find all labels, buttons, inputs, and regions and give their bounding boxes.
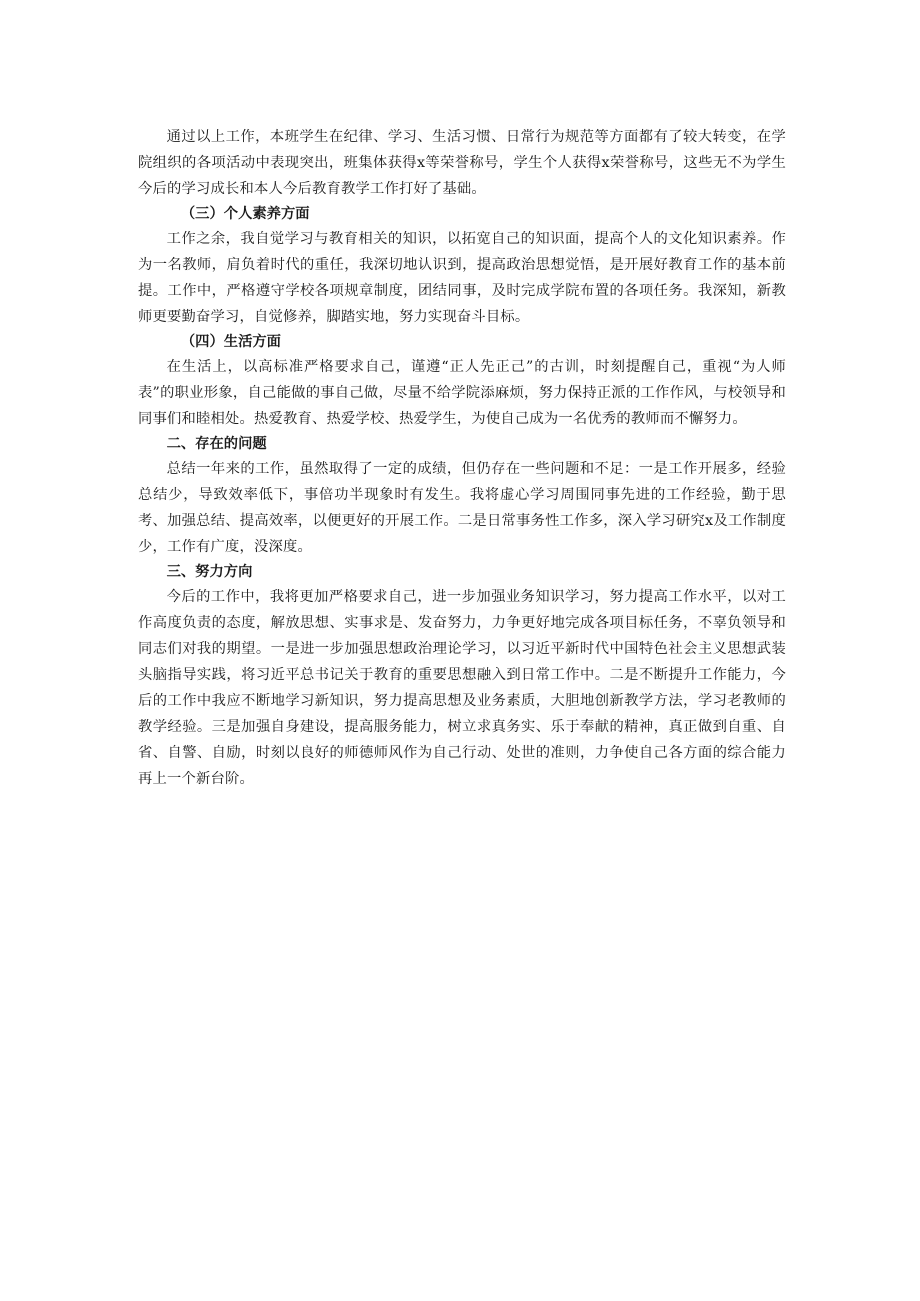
document-page xyxy=(138,124,786,792)
heading-direction: 三、努力方向 xyxy=(166,564,253,580)
heading-problems: 二、存在的问题 xyxy=(166,436,267,452)
paragraph-personal-quality: 工作之余，我自觉学习与教育相关的知识，以拓宽自己的知识面，提高个人的文化知识素养。作为一名教师，肩负着时代的重任，我深切地认识到，提高政治思想觉悟，是开展好教育工作的基本前提。工作中，严格遵守学校各项规章制度，团结同事，及时完成学院布置的各项任务。我深知，新教师更要勤奋学习，自觉修养，脚踏实地，努力实现奋斗目标。 xyxy=(138,231,786,325)
heading-personal-quality: （三）个人素养方面 xyxy=(180,206,310,222)
heading-life: （四）生活方面 xyxy=(180,334,281,350)
paragraph-problems: 总结一年来的工作，虽然取得了一定的成绩，但仍存在一些问题和不足：一是工作开展多，经验总结少，导致效率低下，事倍功半现象时有发生。我将虚心学习周围同事先进的工作经验，勤于思考、加强总结、提高效率，以便更好的开展工作。二是日常事务性工作多，深入学习研究x及工作制度少，工作有广度，没深度。 xyxy=(138,461,786,555)
paragraph-direction: 今后的工作中，我将更加严格要求自己，进一步加强业务知识学习，努力提高工作水平，以对工作高度负责的态度，解放思想、实事求是、发奋努力，力争更好地完成各项目标任务，不辜负领导和同志们对我的期望。一是进一步加强思想政治理论学习，以习近平新时代中国特色社会主义思想武装头脑指导实践，将习近平总书记关于教育的重要思想融入到日常工作中。二是不断提升工作能力，今后的工作中我应不断地学习新知识，努力提高思想及业务素质，大胆地创新教学方法，学习老教师的教学经验。三是加强自身建设，提高服务能力，树立求真务实、乐于奉献的精神，真正做到自重、自省、自警、自励，时刻以良好的师德师风作为自己行动、处世的准则，力争使自己各方面的综合能力再上一个新台阶。 xyxy=(138,589,786,787)
paragraph-life: 在生活上，以高标准严格要求自己，谨遵“正人先正己”的古训，时刻提醒自己，重视“为人师表”的职业形象，自己能做的事自己做，尽量不给学院添麻烦，努力保持正派的工作作风，与校领导和同事们和睦相处。热爱教育、热爱学校、热爱学生，为使自己成为一名优秀的教师而不懈努力。 xyxy=(138,359,786,427)
paragraph-achievements: 通过以上工作，本班学生在纪律、学习、生活习惯、日常行为规范等方面都有了较大转变，在学院组织的各项活动中表现突出，班集体获得x等荣誉称号，学生个人获得x荣誉称号，这些无不为学生今后的学习成长和本人今后教育教学工作打好了基础。 xyxy=(138,129,786,197)
